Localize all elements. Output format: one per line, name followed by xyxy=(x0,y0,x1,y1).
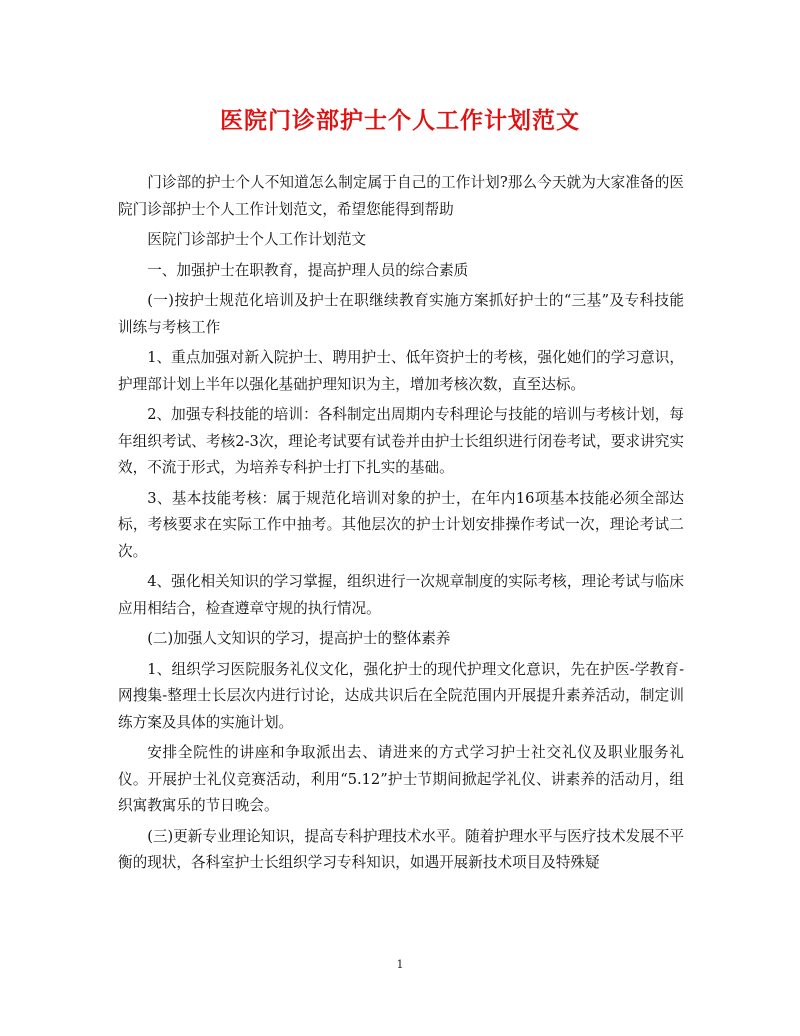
paragraph-item-5: 1、组织学习医院服务礼仪文化，强化护士的现代护理文化意识，先在护医-学教育-网搜集-整理士长层次内进行讨论，达成共识后在全院范围内开展提升素养活动，制定训练方案及具体的实施计划。 xyxy=(118,660,684,731)
document-body xyxy=(118,170,684,877)
paragraph-etiquette: 安排全院性的讲座和争取派出去、请进来的方式学习护士社交礼仪及职业服务礼仪。开展护士礼仪竞赛活动，利用“5.12”护士节期间掀起学礼仪、讲素养的活动月，组织寓教寓乐的节日晚会。 xyxy=(118,744,684,814)
paragraph-subsection-1: (一)按护士规范化培训及护士在职继续教育实施方案抓好护士的“三基”及专科技能训练与考核工作 xyxy=(118,292,684,336)
paragraph-subsection-2: (二)加强人文知识的学习，提高护士的整体素养 xyxy=(147,630,451,647)
paragraph-subsection-3: (三)更新专业理论知识，提高专科护理技术水平。随着护理水平与医疗技术发展不平衡的现状，各科室护士长组织学习专科知识，如遇开展新技术项目及特殊疑 xyxy=(118,827,684,871)
paragraph-intro: 门诊部的护士个人不知道怎么制定属于自己的工作计划?那么今天就为大家准备的医院门诊部护士个人工作计划范文，希望您能得到帮助 xyxy=(118,174,684,218)
paragraph-item-1: 1、重点加强对新入院护士、聘用护士、低年资护士的考核，强化她们的学习意识，护理部计划上半年以强化基础护理知识为主，增加考核次数，直至达标。 xyxy=(118,349,684,393)
paragraph-item-2: 2、加强专科技能的培训：各科制定出周期内专科理论与技能的培训与考核计划，每年组织考试、考核2-3次，理论考试要有试卷并由护士长组织进行闭卷考试，要求讲究实效，不流于形式，为培养专科护士打下扎实的基础。 xyxy=(118,406,684,476)
paragraph-subtitle: 医院门诊部护士个人工作计划范文 xyxy=(147,231,367,248)
document-title: 医院门诊部护士个人工作计划范文 xyxy=(220,107,580,134)
paragraph-item-3: 3、基本技能考核：属于规范化培训对象的护士，在年内16项基本技能必须全部达标，考核要求在实际工作中抽考。其他层次的护士计划安排操作考试一次，理论考试二次。 xyxy=(118,489,684,560)
paragraph-item-4: 4、强化相关知识的学习掌握，组织进行一次规章制度的实际考核，理论考试与临床应用相结合，检查遵章守规的执行情况。 xyxy=(118,573,684,617)
page-number: 1 xyxy=(396,958,404,971)
paragraph-section-1-heading: 一、加强护士在职教育，提高护理人员的综合素质 xyxy=(147,261,469,279)
